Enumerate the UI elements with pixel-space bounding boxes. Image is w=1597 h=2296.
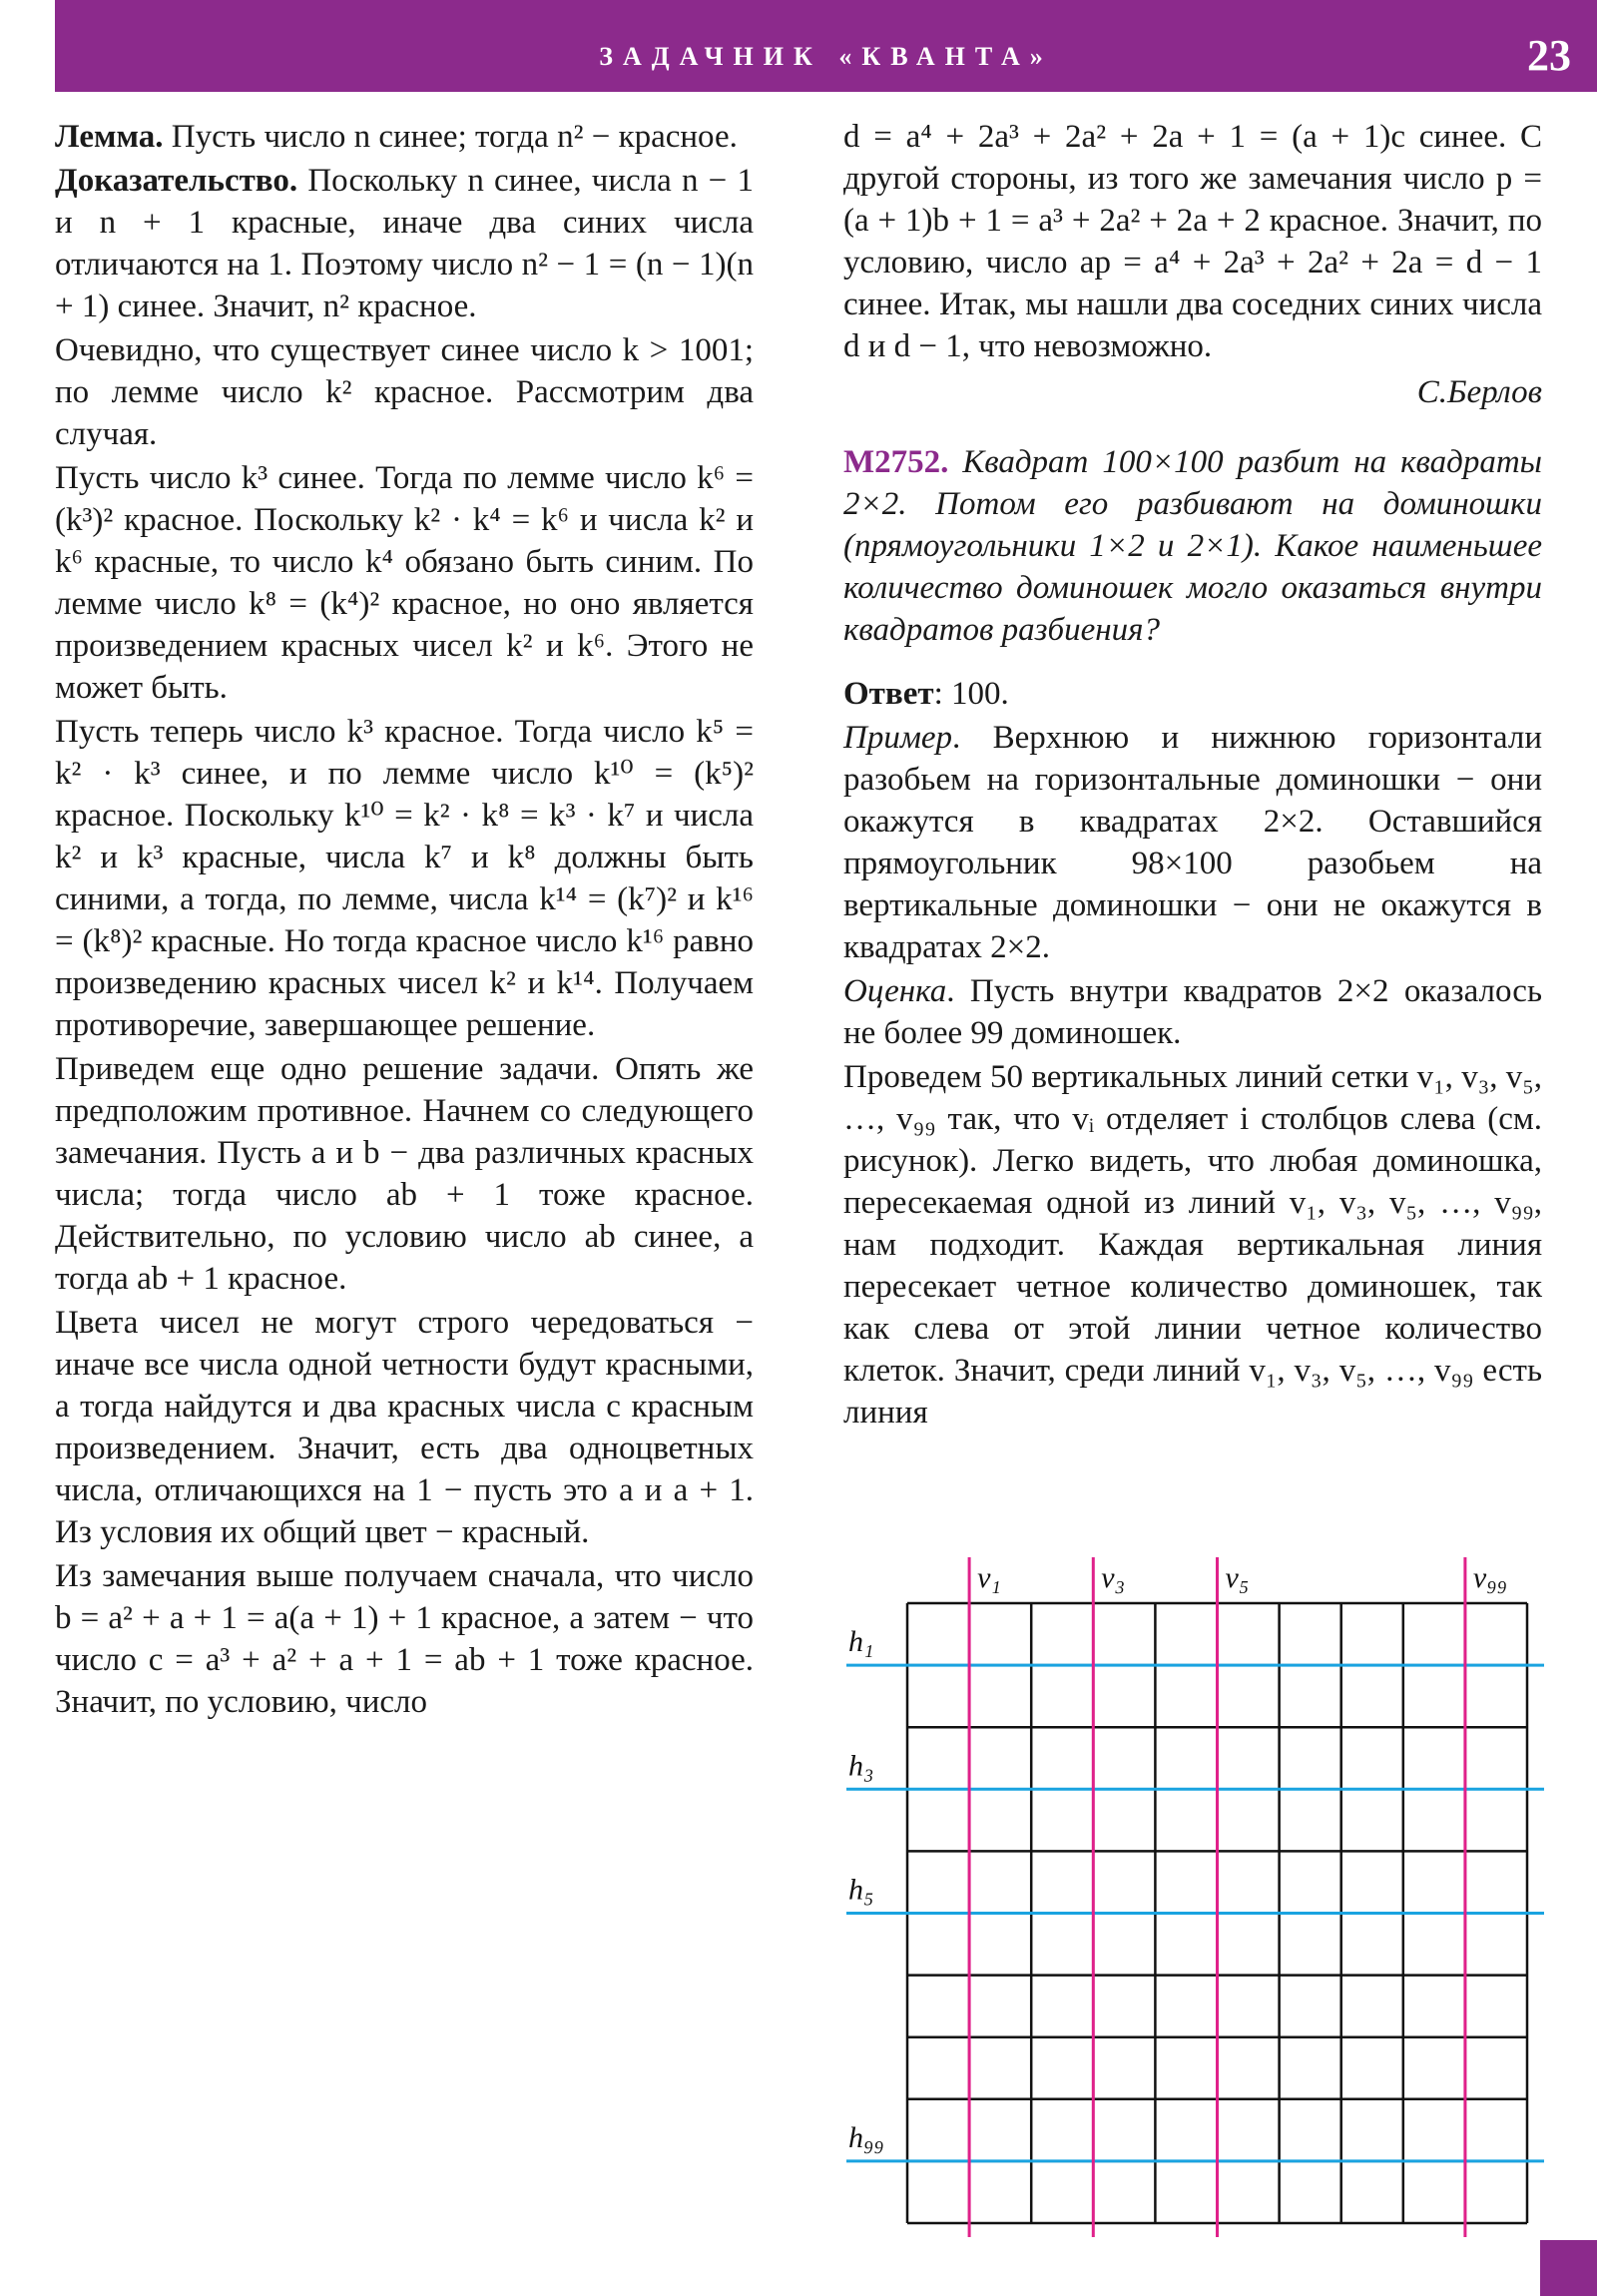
paragraph: Очевидно, что существует синее число k > 1001; по лемме число k² красное. Рассмотрим два случая.: [55, 332, 754, 452]
vertical-line-label: v₉₉: [1472, 1561, 1508, 1594]
lemma-text: Пусть число n синее; тогда n² − красное.: [163, 119, 738, 155]
vertical-line-label: v₅: [1225, 1561, 1250, 1594]
proof-label: Доказательство.: [55, 163, 298, 199]
problem-id: М2752.: [843, 444, 949, 480]
example-label: Пример: [843, 720, 953, 756]
paragraph: Проведем 50 вертикальных линий сетки v₁, v₃, v₅, …, v₉₉ так, что vᵢ отделяет i столбцов слева (см. рисунок). Легко видеть, что любая доминошка, пересекаемая одной из линий v₁, v₃, v₅, …, v₉₉, нам подходит. Каждая вертикальная линия пересекает четное количество доминошек, так как слева от этой линии четное количество клеток. Значит, среди линий v₁, v₃, v₅, …, v₉₉ есть линия: [843, 1059, 1542, 1431]
estimate-label: Оценка: [843, 973, 947, 1009]
example: [843, 717, 1542, 968]
vertical-line-label: v₁: [977, 1561, 1001, 1594]
paragraph: Приведем еще одно решение задачи. Опять же предположим противное. Начнем со следующего замечания. Пусть a и b − два различных красных числа; тогда число ab + 1 тоже красное. Действительно, по условию число ab синее, а тогда ab + 1 красное.: [55, 1051, 754, 1297]
example-text: . Верхнюю и нижнюю горизонтали разобьем на горизонтальные доминошки − они окажутся в квадратах 2×2. Оставшийся прямоугольник 98×100 разобьем на вертикальные доминошки − они не окажутся в квадратах 2×2.: [843, 720, 1542, 965]
horizontal-line-label: h₁: [848, 1625, 874, 1659]
page-number: 23: [1527, 31, 1571, 80]
estimate: [843, 970, 1542, 1054]
answer-text: : 100.: [933, 676, 1009, 712]
proof: [55, 160, 754, 327]
section-title: ЗАДАЧНИК «КВАНТА»: [599, 42, 1053, 71]
author: С.Берлов: [1416, 374, 1542, 410]
answer-label: Ответ: [843, 676, 934, 712]
answer: [843, 673, 1542, 715]
left-column: [55, 116, 754, 1725]
paragraph: Пусть число k³ синее. Тогда по лемме число k⁶ = (k³)² красное. Поскольку k² · k⁴ = k⁶ и числа k² и k⁶ красные, то число k⁴ обязано быть синим. По лемме число k⁸ = (k⁴)² красное, но оно является произведением красных чисел k² и k⁶. Этого не может быть.: [55, 460, 754, 706]
paragraph: d = a⁴ + 2a³ + 2a² + 2a + 1 = (a + 1)c синее. С другой стороны, из того же замечания число p = (a + 1)b + 1 = a³ + 2a² + 2a + 2 красное. Значит, по условию, число ap = a⁴ + 2a³ + 2a² + 2a = d − 1 синее. Итак, мы нашли два соседних синих числа d и d − 1, что невозможно.: [843, 119, 1542, 364]
paragraph: Цвета чисел не могут строго чередоваться − иначе все числа одной четности будут красными, а тогда найдутся и два красных числа с красным произведением. Значит, есть два одноцветных числа, отличающихся на 1 − пусть это a и a + 1. Из условия их общий цвет − красный.: [55, 1305, 754, 1550]
paragraph: Пусть теперь число k³ красное. Тогда число k⁵ = k² · k³ синее, и по лемме число k¹⁰ = (k⁵)² красное. Поскольку k¹⁰ = k² · k⁸ = k³ · k⁷ и числа k² и k³ красные, числа k⁷ и k⁸ должны быть синими, а тогда, по лемме, числа k¹⁴ = (k⁷)² и k¹⁶ = (k⁸)² красные. Но тогда красное число k¹⁶ равно произведению красных чисел k² и k¹⁴. Получаем противоречие, завершающее решение.: [55, 714, 754, 1043]
right-column: [843, 116, 1542, 1435]
horizontal-line-label: h₅: [848, 1873, 874, 1907]
paragraph: Из замечания выше получаем сначала, что число b = a² + a + 1 = a(a + 1) + 1 красное, а затем − что число c = a³ + a² + a + 1 = ab + 1 тоже красное. Значит, по условию, число: [55, 1558, 754, 1720]
horizontal-line-label: h₃: [848, 1749, 874, 1783]
corner-marker: [1540, 2240, 1597, 2296]
lemma: [55, 116, 754, 158]
horizontal-line-label: h₉₉: [848, 2120, 884, 2154]
grid-figure: [838, 1557, 1557, 2246]
proof-text: Поскольку n синее, числа n − 1 и n + 1 красные, иначе два синих числа отличаются на 1. Поэтому число n² − 1 = (n − 1)(n + 1) синее. Значит, n² красное.: [55, 163, 754, 324]
lemma-label: Лемма.: [55, 119, 164, 155]
page-header: [55, 0, 1597, 92]
estimate-text: . Пусть внутри квадратов 2×2 оказалось не более 99 доминошек.: [843, 973, 1542, 1051]
vertical-line-label: v₃: [1101, 1561, 1126, 1594]
problem-text: Квадрат 100×100 разбит на квадраты 2×2. Потом его разбивают на доминошки (прямоугольники 1×2 и 2×1). Какое наименьшее количество доминошек могло оказаться внутри квадратов разбиения?: [843, 444, 1542, 648]
problem-statement: [843, 441, 1542, 651]
